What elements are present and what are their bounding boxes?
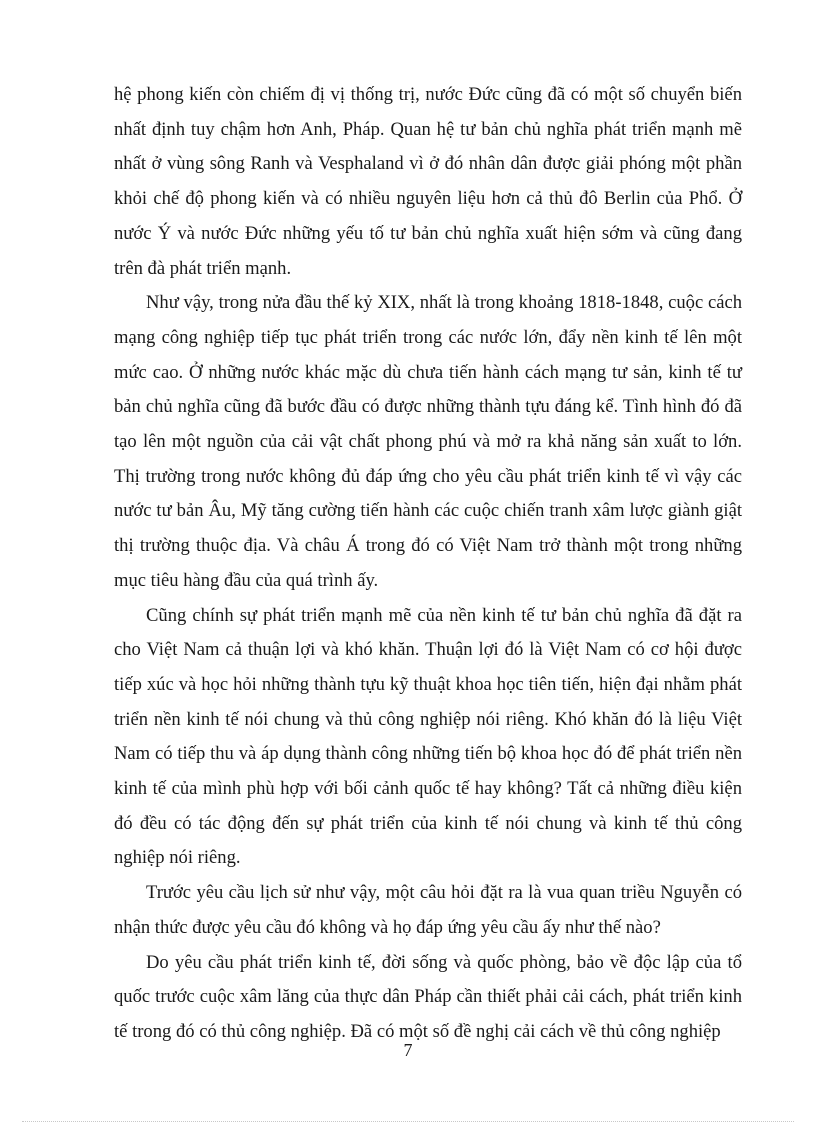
body-text [114,78,742,1050]
paragraph-4: Trước yêu cầu lịch sử như vậy, một câu hỏi đặt ra là vua quan triều Nguyễn có nhận thức được yêu cầu đó không và họ đáp ứng yêu cầu ấy như thế nào? [114,882,742,938]
paragraph-1: hệ phong kiến còn chiếm đị vị thống trị, nước Đức cũng đã có một số chuyển biến nhất định tuy chậm hơn Anh, Pháp. Quan hệ tư bản chủ nghĩa phát triển mạnh mẽ nhất ở vùng sông Ranh và Vesphaland vì ở đó nhân dân được giải phóng một phần khỏi chế độ phong kiến và có nhiều nguyên liệu hơn cả thủ đô Berlin của Phổ. Ở nước Ý và nước Đức những yếu tố tư bản chủ nghĩa xuất hiện sớm và cũng đang trên đà phát triển mạnh. [114,84,742,279]
paragraph-3: Cũng chính sự phát triển mạnh mẽ của nền kinh tế tư bản chủ nghĩa đã đặt ra cho Việt Nam cả thuận lợi và khó khăn. Thuận lợi đó là Việt Nam có cơ hội được tiếp xúc và học hỏi những thành tựu kỹ thuật khoa học tiên tiến, hiện đại nhằm phát triển nền kinh tế nói chung và thủ công nghiệp nói riêng. Khó khăn đó là liệu Việt Nam có tiếp thu và áp dụng thành công những tiến bộ khoa học đó để phát triển nền kinh tế của mình phù hợp với bối cảnh quốc tế hay không? Tất cả những điều kiện đó đều có tác động đến sự phát triển của kinh tế nói chung và kinh tế thủ công nghiệp nói riêng. [114,604,742,869]
page-number: 7 [403,1040,413,1060]
page-bottom-divider [22,1121,794,1122]
paragraph-2: Như vậy, trong nửa đầu thế kỷ XIX, nhất là trong khoảng 1818-1848, cuộc cách mạng công nghiệp tiếp tục phát triển trong các nước lớn, đẩy nền kinh tế lên một mức cao. Ở những nước khác mặc dù chưa tiến hành cách mạng tư sản, kinh tế tư bản chủ nghĩa cũng đã bước đầu có được những thành tựu đáng kể. Tình hình đó đã tạo lên một nguồn của cải vật chất phong phú và mở ra khả năng sản xuất to lớn. Thị trường trong nước không đủ đáp ứng cho yêu cầu phát triển kinh tế vì vậy các nước tư bản Âu, Mỹ tăng cường tiến hành các cuộc chiến tranh xâm lược giành giật thị trường thuộc địa. Và châu Á trong đó có Việt Nam trở thành một trong những mục tiêu hàng đầu của quá trình ấy. [114,292,742,591]
paragraph-5: Do yêu cầu phát triển kinh tế, đời sống và quốc phòng, bảo về độc lập của tổ quốc trước cuộc xâm lăng của thực dân Pháp cần thiết phải cải cách, phát triển kinh tế trong đó có thủ công nghiệp. Đã có một số đề nghị cải cách về thủ công nghiệp [114,951,742,1042]
